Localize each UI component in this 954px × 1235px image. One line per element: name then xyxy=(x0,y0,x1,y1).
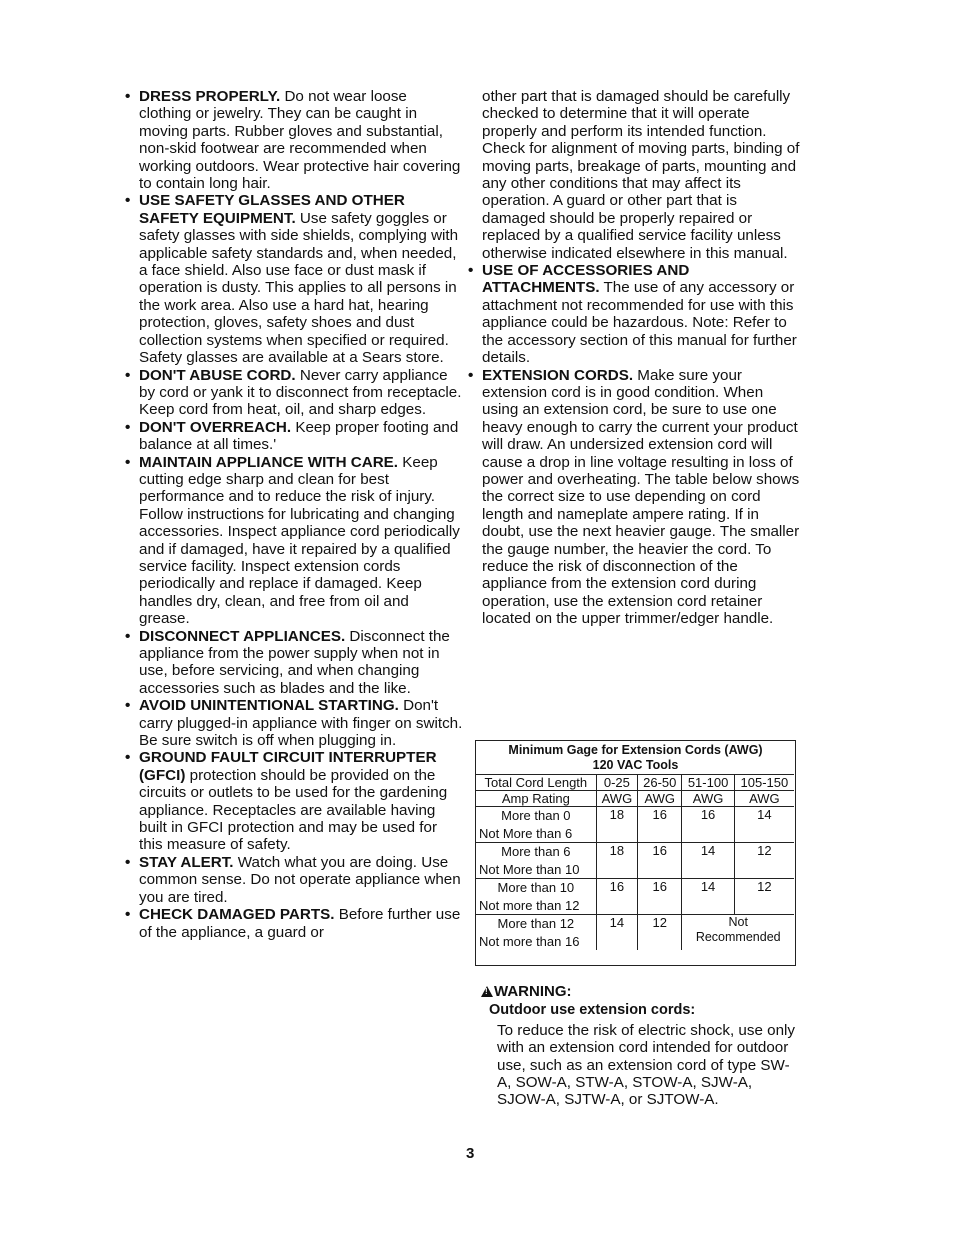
amp-lower: More than 0 xyxy=(501,808,571,823)
awg-header: AWG xyxy=(638,791,682,807)
amp-range-cell xyxy=(476,843,596,879)
rating-header-row xyxy=(476,791,794,807)
amp-range-cell xyxy=(476,915,596,951)
gauge-cell: 16 xyxy=(638,843,682,879)
gauge-cell: 14 xyxy=(682,879,734,915)
rating-label: Amp Rating xyxy=(476,791,596,807)
safety-rule xyxy=(123,628,463,698)
rule-heading: CHECK DAMAGED PARTS. xyxy=(139,906,335,924)
page-number: 3 xyxy=(466,1145,475,1162)
safety-rule xyxy=(123,697,463,749)
gauge-cell: 14 xyxy=(734,807,794,843)
bullet-dot: • xyxy=(125,88,131,105)
rule-heading: DRESS PROPERLY. xyxy=(139,88,281,105)
range-header: 0-25 xyxy=(596,775,637,791)
bullet-dot: • xyxy=(125,192,131,210)
gauge-cell: 14 xyxy=(596,915,637,951)
safety-rule xyxy=(123,749,463,853)
bullet-dot: • xyxy=(125,749,131,767)
table-row xyxy=(476,843,794,879)
rule-text: Make sure your extension cord is in good condition. When using an extension cord, be sure to use one heavy enough to carry the current your product will draw. An undersized extension cord will cause a drop in line voltage resulting in loss of power and overheating. The table below shows the correct size to use depending on cord length and nameplate ampere rating. If in doubt, use the next heavier gauge. The smaller the gauge number, the heavier the cord. To reduce the risk of disconnection of the appliance from the extension cord during operation, use the extension cord retainer located on the upper trimmer/edger handle. xyxy=(482,366,800,628)
range-header: 51-100 xyxy=(682,775,734,791)
safety-rule xyxy=(123,419,463,454)
amp-upper: Not More than 10 xyxy=(479,861,580,877)
bullet-dot: • xyxy=(125,453,131,471)
amp-upper: Not More than 6 xyxy=(479,825,573,841)
right-column xyxy=(466,88,801,628)
rule-heading: DISCONNECT APPLIANCES. xyxy=(139,627,346,645)
safety-rule xyxy=(123,88,463,192)
table-title-line: Minimum Gage for Extension Cords (AWG) xyxy=(508,743,763,757)
rule-text: Don't carry plugged-in appliance with finger on switch. Be sure switch is off when plugging in. xyxy=(139,697,463,750)
bullet-dot: • xyxy=(125,697,131,715)
gauge-cell: 16 xyxy=(682,807,734,843)
table-subtitle: 120 VAC Tools xyxy=(592,758,679,772)
length-header-row xyxy=(476,775,794,791)
rule-text: Keep cutting edge sharp and clean for best performance and to reduce the risk of injury. Follow instructions for lubricating and changing accessories. Inspect appliance cord periodically and if damaged, have it repaired by a qualified service facility. Inspect extension cords periodically and replace if damaged. Keep handles dry, clean, and free from oil and grease. xyxy=(139,453,460,628)
rule-text: Watch what you are doing. Use common sense. Do not operate appliance when you are tired. xyxy=(139,853,461,906)
rule-text: Before further use of the appliance, a guard or xyxy=(139,906,461,941)
warning-label: WARNING: xyxy=(494,983,572,1000)
bullet-dot: • xyxy=(125,906,131,924)
safety-rule xyxy=(466,367,801,628)
awg-header: AWG xyxy=(682,791,734,807)
rule-text: Never carry appliance by cord or yank it to disconnect from receptacle. Keep cord from heat, oil, and sharp edges. xyxy=(139,366,462,419)
bullet-dot: • xyxy=(468,262,474,280)
rule-text: The use of any accessory or attachment not recommended for use with this appliance could be hazardous. Note: Refer to the accessory section of this manual for further details. xyxy=(482,279,797,367)
table-row xyxy=(476,879,794,915)
safety-rule xyxy=(123,367,463,419)
gauge-cell: 12 xyxy=(638,915,682,951)
rule-text: protection should be provided on the circuits or outlets to be used for the gardening appliance. Receptacles are available having built in GFCI protection and may be used for this measure of safety. xyxy=(139,766,448,854)
left-column xyxy=(123,88,463,941)
amp-upper: Not more than 12 xyxy=(479,897,580,913)
bullet-dot: • xyxy=(125,366,131,384)
extension-cord-table xyxy=(475,740,796,966)
rule-heading: EXTENSION CORDS. xyxy=(482,366,634,384)
bullet-dot: • xyxy=(125,853,131,871)
table-row xyxy=(476,915,794,951)
amp-lower: More than 10 xyxy=(497,880,575,895)
rule-heading: MAINTAIN APPLIANCE WITH CARE. xyxy=(139,453,399,471)
awg-header: AWG xyxy=(734,791,794,807)
gauge-cell: 16 xyxy=(638,879,682,915)
length-label: Total Cord Length xyxy=(476,775,596,791)
safety-rule xyxy=(466,262,801,366)
gauge-cell: 16 xyxy=(638,807,682,843)
gauge-cell: 14 xyxy=(682,843,734,879)
merged-line: Recommended xyxy=(695,930,781,944)
rule-heading: USE OF ACCESSORIES AND ATTACHMENTS. xyxy=(482,262,690,297)
amp-lower: More than 6 xyxy=(501,844,571,859)
gauge-cell: 18 xyxy=(596,807,637,843)
table-title xyxy=(476,741,795,773)
range-header: 26-50 xyxy=(638,775,682,791)
bullet-dot: • xyxy=(125,418,131,436)
rule-heading: USE SAFETY GLASSES AND OTHER SAFETY EQUIPMENT. xyxy=(139,192,405,227)
gauge-cell: 12 xyxy=(734,843,794,879)
warning-heading xyxy=(481,983,801,1000)
merged-line: Not xyxy=(728,915,748,929)
rule-heading: GROUND FAULT CIRCUIT INTERRUPTER (GFCI) xyxy=(139,749,437,784)
rule-heading: DON'T OVERREACH. xyxy=(139,418,292,436)
rule-text: Disconnect the appliance from the power supply when not in use, before servicing, and when changing accessories such as blades and the like. xyxy=(139,627,450,697)
range-header: 105-150 xyxy=(734,775,794,791)
safety-rule xyxy=(123,454,463,628)
gauge-cell: 18 xyxy=(596,843,637,879)
gauge-cell: 16 xyxy=(596,879,637,915)
rule-text: Keep proper footing and balance at all times.' xyxy=(139,418,459,454)
warning-triangle-icon xyxy=(481,986,493,997)
rule-heading: AVOID UNINTENTIONAL STARTING. xyxy=(139,697,399,715)
continued-text: other part that is damaged should be carefully checked to determine that it will operate properly and perform its intended function. Check for alignment of moving parts, binding of moving parts, breakage of parts, mounting and any other conditions that may affect its operation. A guard or other part that is damaged should be properly repaired or replaced by a qualified service facility unless otherwise indicated elsewhere in this manual. xyxy=(482,88,800,262)
gauge-cell: 12 xyxy=(734,879,794,915)
table-row xyxy=(476,807,794,843)
awg-header: AWG xyxy=(596,791,637,807)
rule-text: Use safety goggles or safety glasses with side shields, complying with applicable safety standards and, when needed, a face shield. Also use face or dust mask if operation is dusty. This applies to all persons in the work area. Also use a hard hat, hearing protection, gloves, safety shoes and dust collection systems when specified or required. Safety glasses are available at a Sears store. xyxy=(139,209,459,367)
bullet-dot: • xyxy=(468,366,474,384)
rule-heading: STAY ALERT. xyxy=(139,853,234,871)
amp-range-cell xyxy=(476,807,596,843)
warning-block xyxy=(481,983,801,1109)
amp-range-cell xyxy=(476,879,596,915)
amp-lower: More than 12 xyxy=(497,916,575,931)
safety-rule xyxy=(123,854,463,906)
safety-rule xyxy=(123,192,463,366)
gauge-table xyxy=(476,774,794,950)
rule-heading: DON'T ABUSE CORD. xyxy=(139,366,296,384)
safety-rule xyxy=(123,906,463,941)
bullet-dot: • xyxy=(125,627,131,645)
amp-upper: Not more than 16 xyxy=(479,933,580,949)
warning-text: To reduce the risk of electric shock, use only with an extension cord intended for outdoor use, such as an extension cord of type SW-A, SOW-A, STW-A, STOW-A, SJW-A, SJOW-A, SJTW-A, or SJTOW-A. xyxy=(497,1021,795,1109)
not-recommended-cell xyxy=(682,915,794,951)
warning-subhead: Outdoor use extension cords: xyxy=(489,1002,696,1019)
rule-text: Do not wear loose clothing or jewelry. They can be caught in moving parts. Rubber gloves and substantial, non-skid footwear are recommended when working outdoors. Wear protective hair covering to contain long hair. xyxy=(139,88,461,193)
